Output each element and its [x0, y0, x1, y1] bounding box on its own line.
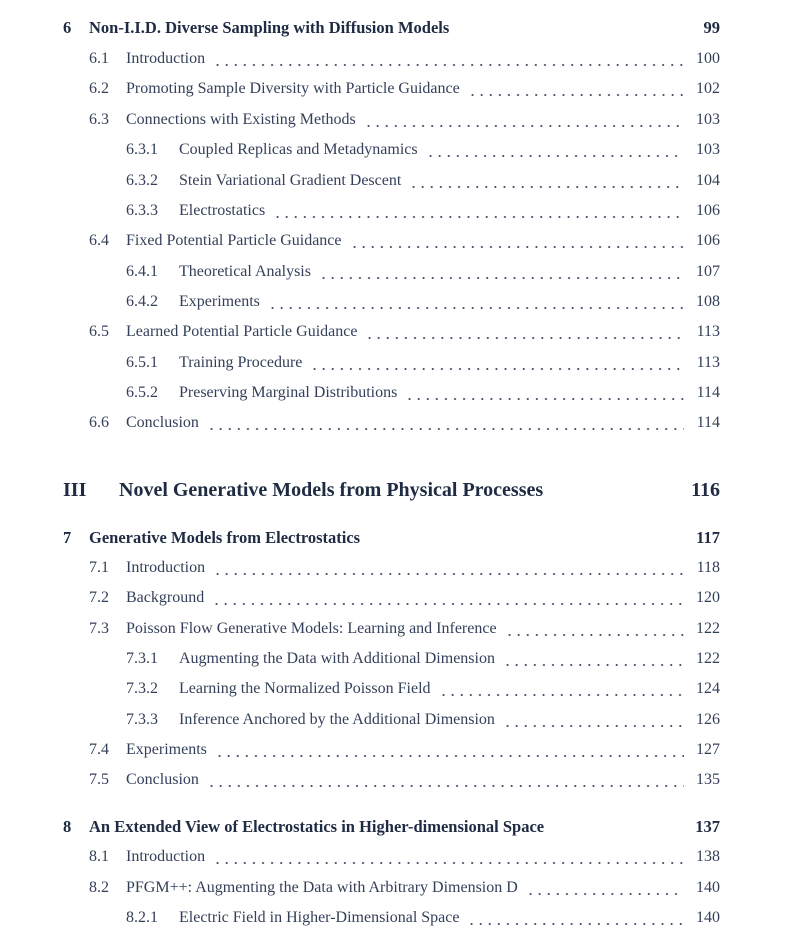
entry-page-number: 114 — [696, 384, 720, 401]
dot-leader — [213, 846, 684, 868]
entry-page-number: 137 — [695, 817, 720, 836]
entry-page-number: 116 — [691, 479, 720, 501]
entry-title: PFGM++: Augmenting the Data with Arbitrary Dimension D — [126, 879, 518, 896]
toc-entry-subsection[interactable] — [0, 170, 796, 192]
dot-leader — [505, 618, 684, 640]
entry-title: Preserving Marginal Distributions — [179, 384, 398, 401]
toc-entry-section[interactable] — [0, 78, 796, 100]
dot-leader — [213, 557, 684, 579]
dot-leader — [207, 769, 684, 791]
toc-entry-subsection[interactable] — [0, 352, 796, 374]
toc-entry-section[interactable] — [0, 769, 796, 791]
toc-entry-subsection[interactable] — [0, 200, 796, 222]
entry-number: 6.5.1 — [126, 354, 158, 371]
entry-number: 6.3 — [89, 111, 109, 128]
entry-number: 6.4.2 — [126, 293, 158, 310]
dot-leader — [213, 48, 684, 70]
entry-title: Promoting Sample Diversity with Particle Guidance — [126, 80, 460, 97]
entry-number: 6.1 — [89, 50, 109, 67]
entry-number: 6 — [63, 18, 72, 37]
entry-page-number: 103 — [696, 111, 720, 128]
dot-leader — [364, 109, 684, 131]
entry-page-number: 107 — [696, 263, 720, 280]
toc-entry-section[interactable] — [0, 48, 796, 70]
entry-number: 6.2 — [89, 80, 109, 97]
toc-entry-subsection[interactable] — [0, 382, 796, 404]
entry-title: Conclusion — [126, 414, 199, 431]
entry-number: 8.1 — [89, 848, 109, 865]
entry-page-number: 104 — [696, 172, 720, 189]
dot-leader — [273, 200, 684, 222]
toc-entry-chapter[interactable] — [0, 17, 796, 39]
entry-number: 7.2 — [89, 589, 109, 606]
dot-leader — [405, 382, 684, 404]
entry-title: Coupled Replicas and Metadynamics — [179, 141, 418, 158]
entry-page-number: 122 — [696, 650, 720, 667]
dot-leader — [426, 139, 684, 161]
entry-page-number: 99 — [703, 18, 720, 37]
entry-number: 8 — [63, 817, 72, 836]
entry-number: 6.3.1 — [126, 141, 158, 158]
dot-leader — [215, 739, 684, 761]
entry-page-number: 135 — [696, 771, 720, 788]
entry-title: Electric Field in Higher-Dimensional Space — [179, 909, 460, 926]
entry-page-number: 113 — [696, 323, 720, 340]
entry-page-number: 106 — [696, 202, 720, 219]
entry-page-number: 108 — [696, 293, 720, 310]
entry-page-number: 100 — [696, 50, 720, 67]
dot-leader — [503, 648, 684, 670]
entry-number: 7.3.1 — [126, 650, 158, 667]
toc-entry-subsection[interactable] — [0, 907, 796, 929]
entry-number: 6.3.2 — [126, 172, 158, 189]
dot-leader — [207, 412, 684, 434]
entry-number: 7.4 — [89, 741, 109, 758]
entry-page-number: 114 — [696, 414, 720, 431]
toc-entry-section[interactable] — [0, 877, 796, 899]
toc-entry-subsection[interactable] — [0, 709, 796, 731]
entry-number: 6.3.3 — [126, 202, 158, 219]
entry-title: Non-I.I.D. Diverse Sampling with Diffusion Models — [89, 18, 450, 37]
entry-number: 8.2.1 — [126, 909, 158, 926]
toc-entry-section[interactable] — [0, 557, 796, 579]
entry-number: 7.5 — [89, 771, 109, 788]
entry-page-number: 106 — [696, 232, 720, 249]
dot-leader — [526, 877, 684, 899]
dot-leader — [439, 678, 684, 700]
entry-title: Poisson Flow Generative Models: Learning and Inference — [126, 620, 497, 637]
entry-title: Generative Models from Electrostatics — [89, 528, 361, 547]
entry-number: 7.3.3 — [126, 711, 158, 728]
entry-page-number: 113 — [696, 354, 720, 371]
toc-entry-subsection[interactable] — [0, 648, 796, 670]
entry-number: 6.6 — [89, 414, 109, 431]
entry-number: 6.5 — [89, 323, 109, 340]
entry-number: 7.1 — [89, 559, 109, 576]
entry-title: Novel Generative Models from Physical Processes — [119, 479, 544, 501]
entry-number: 7 — [63, 528, 72, 547]
toc-entry-section[interactable] — [0, 230, 796, 252]
entry-number: 6.4 — [89, 232, 109, 249]
entry-title: Electrostatics — [179, 202, 266, 219]
entry-number: 7.3.2 — [126, 680, 158, 697]
entry-title: Inference Anchored by the Additional Dimension — [179, 711, 495, 728]
entry-title: Introduction — [126, 848, 206, 865]
dot-leader — [212, 587, 684, 609]
entry-number: 7.3 — [89, 620, 109, 637]
toc-entry-subsection[interactable] — [0, 291, 796, 313]
entry-page-number: 140 — [696, 909, 720, 926]
entry-page-number: 117 — [696, 528, 720, 547]
entry-title: Augmenting the Data with Additional Dimension — [179, 650, 495, 667]
dot-leader — [268, 291, 684, 313]
toc-entry-subsection[interactable] — [0, 139, 796, 161]
toc-entry-subsection[interactable] — [0, 261, 796, 283]
toc-entry-section[interactable] — [0, 846, 796, 868]
entry-page-number: 140 — [696, 879, 720, 896]
toc-entry-section[interactable] — [0, 587, 796, 609]
entry-title: Experiments — [126, 741, 207, 758]
dot-leader — [409, 170, 684, 192]
entry-page-number: 103 — [696, 141, 720, 158]
entry-page-number: 124 — [696, 680, 720, 697]
dot-leader — [319, 261, 684, 283]
entry-title: Introduction — [126, 50, 206, 67]
entry-number: 8.2 — [89, 879, 109, 896]
entry-title: Background — [126, 589, 205, 606]
dot-leader — [365, 321, 684, 343]
toc-entry-subsection[interactable] — [0, 678, 796, 700]
entry-title: Learned Potential Particle Guidance — [126, 323, 358, 340]
entry-title: Training Procedure — [179, 354, 303, 371]
toc-entry-section[interactable] — [0, 412, 796, 434]
dot-leader — [310, 352, 684, 374]
entry-page-number: 122 — [696, 620, 720, 637]
entry-page-number: 126 — [696, 711, 720, 728]
toc-entry-section[interactable] — [0, 321, 796, 343]
entry-title: Connections with Existing Methods — [126, 111, 356, 128]
toc-entry-chapter[interactable] — [0, 527, 796, 549]
entry-page-number: 118 — [696, 559, 720, 576]
entry-title: Learning the Normalized Poisson Field — [179, 680, 431, 697]
entry-title: Experiments — [179, 293, 260, 310]
dot-leader — [503, 709, 684, 731]
entry-number: 6.4.1 — [126, 263, 158, 280]
entry-number: 6.5.2 — [126, 384, 158, 401]
entry-page-number: 127 — [696, 741, 720, 758]
dot-leader — [350, 230, 685, 252]
entry-title: An Extended View of Electrostatics in Higher-dimensional Space — [89, 817, 545, 836]
entry-page-number: 102 — [696, 80, 720, 97]
entry-title: Fixed Potential Particle Guidance — [126, 232, 342, 249]
entry-title: Introduction — [126, 559, 206, 576]
entry-page-number: 120 — [696, 589, 720, 606]
entry-page-number: 138 — [696, 848, 720, 865]
entry-title: Theoretical Analysis — [179, 263, 311, 280]
toc-entry-section[interactable] — [0, 618, 796, 640]
toc-entry-section[interactable] — [0, 109, 796, 131]
toc-entry-chapter[interactable] — [0, 816, 796, 838]
dot-leader — [467, 907, 684, 929]
toc-entry-section[interactable] — [0, 739, 796, 761]
dot-leader — [468, 78, 684, 100]
toc-entry-part[interactable] — [0, 476, 796, 504]
entry-title: Stein Variational Gradient Descent — [179, 172, 402, 189]
entry-number: III — [63, 479, 87, 501]
entry-title: Conclusion — [126, 771, 199, 788]
